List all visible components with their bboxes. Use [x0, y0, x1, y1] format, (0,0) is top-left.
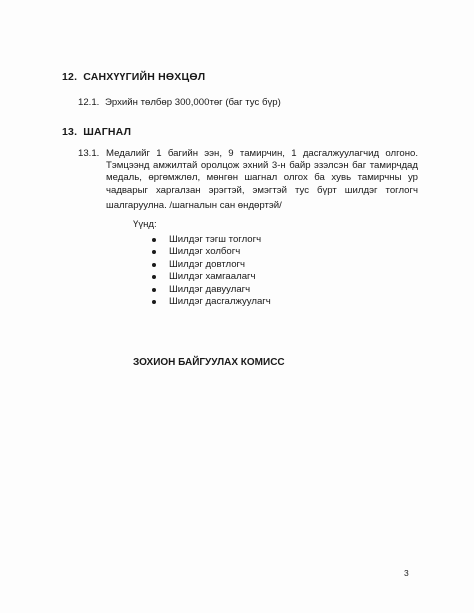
section-13-item-number: 13.1.: [78, 148, 100, 159]
bullet-icon: [152, 288, 156, 292]
section-12-title: САНХҮҮГИЙН НӨХЦӨЛ: [83, 71, 206, 83]
list-item: [152, 284, 271, 296]
nomination-text: Шилдэг холбогч: [169, 246, 241, 258]
paragraph-line: медаль, өргөмжлөл, мөнгөн шагнал олгох ба хувь тамирчны ур: [106, 172, 418, 184]
section-12-heading: [62, 71, 205, 83]
nomination-text: Шилдэг дасгалжуулагч: [169, 296, 271, 308]
section-13-paragraph: [106, 148, 418, 212]
list-item: [152, 246, 271, 258]
section-12-item: [78, 97, 281, 109]
nominations-list: [152, 234, 271, 308]
section-13-title: ШАГНАЛ: [83, 126, 132, 138]
nomination-text: Шилдэг довтлогч: [169, 258, 246, 270]
bullet-icon: [152, 250, 156, 254]
list-item: [152, 259, 271, 271]
nominations-label: Үүнд:: [133, 219, 157, 230]
paragraph-line: Медалийг 1 багийн ээн, 9 тамирчин, 1 дасгалжуулагчид олгоно.: [106, 148, 418, 159]
section-12-item-number: 12.1.: [78, 97, 100, 108]
list-item: [152, 271, 271, 283]
nomination-text: Шилдэг хамгаалагч: [169, 271, 256, 283]
organizer-signature: ЗОХИОН БАЙГУУЛАХ КОМИСС: [133, 357, 285, 368]
section-13-heading: [62, 126, 131, 138]
bullet-icon: [152, 300, 156, 304]
section-13-number: 13.: [62, 126, 78, 138]
list-item: [152, 296, 271, 308]
list-item: [152, 234, 271, 246]
section-12-item-text: Эрхийн төлбөр 300,000төг (баг тус бүр): [105, 97, 281, 108]
bullet-icon: [152, 238, 156, 242]
page-number: 3: [404, 568, 409, 578]
bullet-icon: [152, 275, 156, 279]
paragraph-line: шалгаруулна. /шагналын сан өндөртэй/: [106, 199, 282, 211]
nomination-text: Шилдэг давуулагч: [169, 283, 251, 295]
paragraph-line: Тэмцээнд амжилтай оролцож эхний 3-н байр эзэлсэн баг тамирчдад: [106, 160, 418, 172]
bullet-icon: [152, 263, 156, 267]
section-12-number: 12.: [62, 71, 78, 83]
paragraph-line: чадварыг харгалзан эрэгтэй, эмэгтэй тус бүрт шилдэг тоглогч: [106, 184, 418, 196]
nomination-text: Шилдэг тэгш тоглогч: [169, 234, 262, 245]
